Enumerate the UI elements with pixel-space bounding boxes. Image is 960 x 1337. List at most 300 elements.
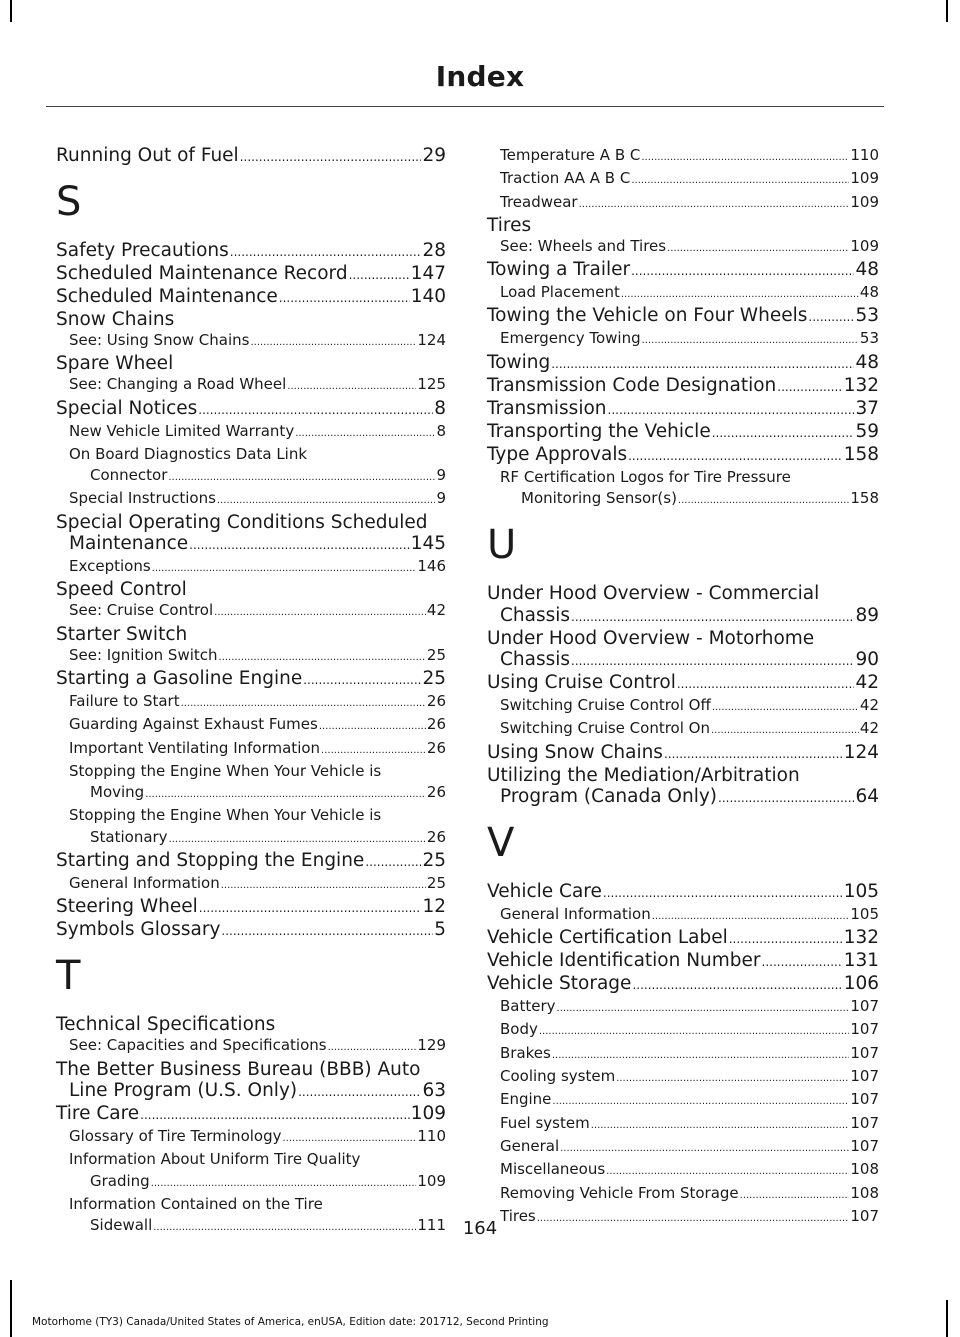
leader-dots bbox=[198, 400, 433, 421]
entry-label: Using Snow Chains bbox=[487, 741, 663, 763]
entry-page: 107 bbox=[850, 1090, 879, 1109]
index-entry-multiline bbox=[56, 512, 446, 556]
index-entry bbox=[487, 695, 879, 718]
entry-label: Type Approvals bbox=[487, 443, 628, 465]
index-entry bbox=[487, 605, 879, 628]
section-letter: U bbox=[487, 522, 517, 569]
entry-page: 28 bbox=[422, 240, 446, 261]
entry-page: 158 bbox=[850, 489, 879, 508]
leader-dots bbox=[628, 446, 843, 467]
entry-label: See: Wheels and Tires bbox=[500, 236, 667, 255]
crop-mark-bottom-left bbox=[10, 1280, 12, 1337]
leader-dots bbox=[214, 602, 426, 623]
entry-page: 109 bbox=[850, 169, 879, 188]
entry-page: 42 bbox=[855, 671, 879, 693]
index-heading: Snow Chains bbox=[56, 309, 175, 330]
entry-label: Starting a Gasoline Engine bbox=[56, 667, 303, 689]
index-column-right bbox=[487, 145, 879, 1229]
leader-dots bbox=[303, 670, 421, 691]
index-entry bbox=[487, 328, 879, 351]
entry-label: Exceptions bbox=[69, 557, 151, 576]
entry-label: Special Notices bbox=[56, 397, 198, 419]
entry-label: Vehicle Identification Number bbox=[487, 950, 761, 972]
entry-page: 9 bbox=[436, 489, 446, 508]
entry-page: 64 bbox=[855, 785, 879, 807]
index-entry bbox=[487, 649, 879, 672]
leader-dots bbox=[652, 906, 850, 927]
entry-label: Fuel system bbox=[500, 1113, 590, 1132]
entry-page: 5 bbox=[434, 919, 446, 941]
leader-dots bbox=[677, 674, 855, 695]
index-entry bbox=[487, 786, 879, 809]
leader-dots bbox=[606, 1161, 849, 1182]
leader-dots bbox=[557, 998, 850, 1019]
entry-page: 109 bbox=[417, 1171, 446, 1190]
index-entry bbox=[56, 850, 446, 873]
leader-dots bbox=[616, 1068, 849, 1089]
index-entry bbox=[487, 236, 879, 259]
leader-dots bbox=[240, 147, 422, 168]
entry-label: Glossary of Tire Terminology bbox=[69, 1126, 282, 1145]
entry-page: 105 bbox=[850, 904, 879, 923]
leader-dots bbox=[199, 898, 422, 919]
entry-page: 8 bbox=[434, 397, 446, 419]
entry-label: Chassis bbox=[500, 648, 571, 670]
entry-page: 53 bbox=[859, 329, 879, 348]
entry-page: 125 bbox=[417, 375, 446, 394]
index-entry bbox=[56, 1126, 446, 1149]
index-entry bbox=[56, 533, 446, 556]
entry-page: 37 bbox=[855, 397, 879, 419]
entry-page: 132 bbox=[843, 374, 879, 396]
index-entry bbox=[487, 444, 879, 467]
crop-mark-top-left bbox=[10, 0, 12, 22]
index-entry bbox=[69, 827, 446, 850]
entry-page: 124 bbox=[417, 331, 446, 349]
entry-label-line1: The Better Business Bureau (BBB) Auto bbox=[56, 1058, 421, 1080]
entry-page: 26 bbox=[426, 715, 446, 734]
crop-mark-top-right bbox=[946, 0, 948, 22]
index-entry bbox=[56, 286, 446, 309]
entry-page: 25 bbox=[426, 645, 446, 664]
entry-label: Monitoring Sensor(s) bbox=[521, 489, 677, 508]
entry-page: 25 bbox=[422, 667, 446, 689]
entry-page: 129 bbox=[417, 1036, 446, 1055]
entry-page: 105 bbox=[843, 880, 879, 902]
index-entry bbox=[56, 668, 446, 691]
index-entry bbox=[56, 145, 446, 168]
leader-dots bbox=[740, 1185, 850, 1206]
index-entry bbox=[487, 168, 879, 191]
entry-label-line1: On Board Diagnostics Data Link bbox=[69, 444, 308, 463]
entry-page: 124 bbox=[843, 741, 879, 763]
leader-dots bbox=[631, 170, 849, 191]
entry-label: Cooling system bbox=[500, 1067, 616, 1086]
index-heading: Starter Switch bbox=[56, 623, 188, 645]
entry-label-line1: Under Hood Overview - Motorhome bbox=[487, 627, 815, 649]
leader-dots bbox=[667, 238, 849, 259]
index-entry bbox=[487, 1019, 879, 1042]
entry-label-line1: Under Hood Overview - Commercial bbox=[487, 583, 820, 605]
leader-dots bbox=[571, 651, 854, 672]
entry-page: 111 bbox=[417, 1216, 446, 1235]
entry-page: 59 bbox=[855, 420, 879, 442]
leader-dots bbox=[621, 284, 859, 305]
leader-dots bbox=[349, 265, 410, 286]
index-entry bbox=[69, 1171, 446, 1194]
index-entry bbox=[56, 398, 446, 421]
leader-dots bbox=[711, 720, 859, 741]
leader-dots bbox=[282, 1128, 416, 1149]
index-heading: Tires bbox=[487, 214, 532, 236]
section-letter: T bbox=[56, 953, 81, 1000]
index-entry bbox=[56, 714, 446, 737]
entry-label: General Information bbox=[500, 904, 651, 923]
index-entry bbox=[487, 742, 879, 765]
entry-page: 108 bbox=[850, 1160, 879, 1179]
leader-dots bbox=[571, 607, 854, 628]
entry-page: 145 bbox=[410, 533, 446, 555]
entry-label: Stationary bbox=[90, 827, 168, 846]
entry-page: 26 bbox=[426, 691, 446, 710]
index-entry bbox=[487, 305, 879, 328]
entry-page: 26 bbox=[426, 783, 446, 802]
index-column-left bbox=[56, 145, 446, 1238]
index-entry bbox=[487, 145, 879, 168]
index-entry bbox=[56, 896, 446, 919]
entry-page: 110 bbox=[850, 146, 879, 164]
entry-label-line1: Information About Uniform Tire Quality bbox=[69, 1150, 361, 1169]
index-entry bbox=[56, 738, 446, 761]
entry-label: Transmission Code Designation bbox=[487, 374, 777, 396]
leader-dots bbox=[808, 307, 854, 328]
entry-label: See: Ignition Switch bbox=[69, 645, 218, 664]
entry-page: 106 bbox=[843, 973, 879, 995]
index-entry bbox=[69, 782, 446, 805]
leader-dots bbox=[321, 740, 426, 761]
index-entry bbox=[487, 973, 879, 996]
index-heading: Speed Control bbox=[56, 579, 187, 601]
entry-label: Treadwear bbox=[500, 192, 578, 211]
index-entry bbox=[56, 556, 446, 579]
entry-page: 25 bbox=[422, 850, 446, 872]
entry-page: 8 bbox=[436, 421, 446, 440]
entry-label: Battery bbox=[500, 997, 556, 1016]
index-entry bbox=[69, 465, 446, 488]
leader-dots bbox=[152, 558, 417, 579]
index-entry bbox=[56, 1035, 446, 1058]
leader-dots bbox=[189, 535, 410, 556]
footer-edition-info: Motorhome (TY3) Canada/United States of America, enUSA, Edition date: 201712, Second Printing bbox=[32, 1316, 549, 1328]
leader-dots bbox=[777, 377, 842, 398]
leader-dots bbox=[298, 1082, 421, 1103]
leader-dots bbox=[729, 929, 843, 950]
index-entry bbox=[487, 192, 879, 215]
entry-page: 107 bbox=[850, 1206, 879, 1225]
index-entry bbox=[487, 398, 879, 421]
entry-label: Vehicle Storage bbox=[487, 973, 632, 995]
entry-page: 42 bbox=[859, 695, 879, 714]
index-entry bbox=[56, 873, 446, 896]
index-entry-multiline bbox=[56, 1149, 446, 1194]
leader-dots bbox=[539, 1021, 849, 1042]
entry-page: 42 bbox=[859, 719, 879, 738]
index-entry bbox=[56, 691, 446, 714]
section-letter: S bbox=[56, 179, 82, 225]
entry-label: Miscellaneous bbox=[500, 1160, 606, 1179]
entry-label-line1: Stopping the Engine When Your Vehicle is bbox=[69, 806, 382, 825]
entry-label: New Vehicle Limited Warranty bbox=[69, 421, 295, 440]
entry-page: 147 bbox=[410, 263, 446, 284]
index-entry-multiline bbox=[487, 765, 879, 809]
page-title: Index bbox=[435, 60, 525, 93]
leader-dots bbox=[365, 852, 421, 873]
entry-label: Chassis bbox=[500, 604, 571, 626]
entry-page: 26 bbox=[426, 738, 446, 757]
leader-dots bbox=[664, 744, 843, 765]
entry-label: Important Ventilating Information bbox=[69, 738, 321, 757]
index-entry bbox=[56, 374, 446, 397]
entry-label: Tires bbox=[500, 1206, 536, 1225]
entry-page: 131 bbox=[843, 950, 879, 972]
index-entry-multiline bbox=[56, 1059, 446, 1103]
index-entry bbox=[56, 645, 446, 668]
leader-dots bbox=[319, 716, 426, 737]
entry-page: 107 bbox=[850, 1020, 879, 1039]
entry-page: 48 bbox=[855, 259, 879, 281]
index-entry bbox=[56, 488, 446, 511]
entry-label: Transmission bbox=[487, 397, 607, 419]
entry-page: 48 bbox=[859, 283, 879, 302]
entry-label: Steering Wheel bbox=[56, 896, 198, 918]
leader-dots bbox=[712, 423, 855, 444]
entry-label: Emergency Towing bbox=[500, 329, 641, 348]
entry-label: Safety Precautions bbox=[56, 240, 229, 261]
index-entry bbox=[56, 919, 446, 942]
index-entry-multiline bbox=[487, 583, 879, 627]
entry-page: 29 bbox=[422, 145, 446, 166]
index-entry-multiline bbox=[56, 805, 446, 850]
index-entry bbox=[487, 1066, 879, 1089]
leader-dots bbox=[168, 467, 435, 488]
entry-label: Scheduled Maintenance Record bbox=[56, 263, 348, 284]
entry-label: Using Cruise Control bbox=[487, 671, 676, 693]
index-entry bbox=[487, 352, 879, 375]
index-entry bbox=[487, 881, 879, 904]
entry-label-line1: Information Contained on the Tire bbox=[69, 1194, 323, 1213]
index-entry bbox=[487, 1043, 879, 1066]
entry-page: 107 bbox=[850, 1043, 879, 1062]
leader-dots bbox=[632, 975, 842, 996]
entry-page: 132 bbox=[843, 927, 879, 949]
leader-dots bbox=[250, 332, 416, 353]
entry-label: Symbols Glossary bbox=[56, 919, 221, 941]
entry-page: 107 bbox=[850, 1113, 879, 1132]
entry-page: 140 bbox=[410, 286, 446, 307]
index-entry bbox=[487, 950, 879, 973]
entry-label: Traction AA A B C bbox=[500, 169, 631, 188]
index-entry bbox=[487, 1183, 879, 1206]
index-entry-multiline bbox=[487, 467, 879, 512]
leader-dots bbox=[219, 647, 426, 668]
index-heading: Spare Wheel bbox=[56, 353, 174, 375]
entry-label-line1: RF Certification Logos for Tire Pressure bbox=[500, 467, 791, 486]
entry-label-line1: Utilizing the Mediation/Arbitration bbox=[487, 764, 800, 786]
entry-label: Vehicle Care bbox=[487, 880, 602, 902]
entry-page: 90 bbox=[855, 648, 879, 670]
leader-dots bbox=[678, 490, 849, 511]
entry-page: 109 bbox=[410, 1102, 446, 1124]
index-entry bbox=[56, 600, 446, 623]
index-entry bbox=[487, 421, 879, 444]
index-entry bbox=[56, 330, 446, 353]
entry-page: 48 bbox=[855, 351, 879, 373]
entry-label: Maintenance bbox=[69, 533, 189, 555]
entry-label: Sidewall bbox=[90, 1216, 153, 1235]
leader-dots bbox=[181, 693, 426, 714]
leader-dots bbox=[140, 1105, 410, 1126]
leader-dots bbox=[608, 400, 855, 421]
leader-dots bbox=[279, 288, 410, 309]
leader-dots bbox=[712, 697, 859, 718]
leader-dots bbox=[295, 423, 435, 444]
leader-dots bbox=[579, 194, 850, 215]
entry-label: Grading bbox=[90, 1171, 150, 1190]
entry-label: Switching Cruise Control On bbox=[500, 719, 710, 738]
index-entry bbox=[487, 718, 879, 741]
entry-label-line1: Special Operating Conditions Scheduled bbox=[56, 511, 428, 533]
entry-label: Tire Care bbox=[56, 1102, 140, 1124]
entry-label: Towing bbox=[487, 351, 551, 373]
entry-label-line1: Stopping the Engine When Your Vehicle is bbox=[69, 761, 382, 780]
entry-label: Running Out of Fuel bbox=[56, 145, 239, 166]
leader-dots bbox=[641, 147, 849, 168]
entry-label: Transporting the Vehicle bbox=[487, 420, 711, 442]
leader-dots bbox=[552, 1045, 850, 1066]
leader-dots bbox=[221, 921, 433, 942]
entry-label: Program (Canada Only) bbox=[500, 785, 718, 807]
entry-page: 25 bbox=[426, 874, 446, 893]
index-entry bbox=[56, 1080, 446, 1103]
leader-dots bbox=[151, 1173, 417, 1194]
leader-dots bbox=[221, 875, 426, 896]
leader-dots bbox=[591, 1115, 850, 1136]
index-entry bbox=[487, 996, 879, 1019]
entry-label: Towing a Trailer bbox=[487, 259, 631, 281]
entry-label: Engine bbox=[500, 1090, 552, 1109]
index-entry bbox=[487, 1113, 879, 1136]
index-entry bbox=[487, 672, 879, 695]
index-entry-multiline bbox=[56, 761, 446, 806]
leader-dots bbox=[552, 1091, 849, 1112]
entry-label: Connector bbox=[90, 466, 168, 485]
section-letter: V bbox=[487, 819, 515, 866]
index-entry-multiline bbox=[56, 444, 446, 489]
entry-page: 9 bbox=[436, 466, 446, 485]
entry-page: 107 bbox=[850, 1067, 879, 1086]
entry-label: Removing Vehicle From Storage bbox=[500, 1183, 739, 1202]
entry-label: Load Placement bbox=[500, 283, 620, 302]
leader-dots bbox=[217, 490, 436, 511]
leader-dots bbox=[718, 788, 854, 809]
entry-page: 107 bbox=[850, 997, 879, 1016]
entry-page: 109 bbox=[850, 236, 879, 255]
leader-dots bbox=[230, 242, 422, 263]
entry-label: Guarding Against Exhaust Fumes bbox=[69, 715, 318, 734]
entry-page: 108 bbox=[850, 1183, 879, 1202]
entry-label: Switching Cruise Control Off bbox=[500, 695, 711, 714]
entry-label: Towing the Vehicle on Four Wheels bbox=[487, 305, 808, 327]
leader-dots bbox=[328, 1037, 417, 1058]
leader-dots bbox=[762, 952, 843, 973]
index-entry bbox=[487, 904, 879, 927]
entry-page: 146 bbox=[417, 557, 446, 576]
index-entry bbox=[487, 1159, 879, 1182]
entry-page: 89 bbox=[855, 604, 879, 626]
leader-dots bbox=[169, 829, 426, 850]
entry-label: General bbox=[500, 1136, 560, 1155]
index-entry bbox=[487, 1089, 879, 1112]
leader-dots bbox=[642, 330, 859, 351]
entry-label: Starting and Stopping the Engine bbox=[56, 850, 365, 872]
index-entry bbox=[56, 263, 446, 286]
entry-label: See: Using Snow Chains bbox=[69, 331, 250, 349]
entry-label: See: Changing a Road Wheel bbox=[69, 375, 287, 394]
entry-label: Special Instructions bbox=[69, 489, 216, 508]
entry-label: Moving bbox=[90, 783, 145, 802]
entry-label: Failure to Start bbox=[69, 691, 180, 710]
title-divider bbox=[46, 106, 884, 107]
index-entry bbox=[487, 375, 879, 398]
entry-label: Line Program (U.S. Only) bbox=[69, 1079, 298, 1101]
entry-label: Body bbox=[500, 1020, 538, 1039]
index-entry bbox=[56, 421, 446, 444]
crop-mark-bottom-right bbox=[946, 1300, 948, 1337]
entry-page: 158 bbox=[843, 443, 879, 465]
entry-label: Temperature A B C bbox=[500, 146, 641, 164]
index-entry bbox=[56, 1103, 446, 1126]
leader-dots bbox=[560, 1138, 849, 1159]
index-entry bbox=[500, 488, 879, 511]
leader-dots bbox=[145, 784, 426, 805]
entry-page: 107 bbox=[850, 1136, 879, 1155]
index-entry bbox=[487, 927, 879, 950]
leader-dots bbox=[551, 354, 854, 375]
entry-page: 109 bbox=[850, 192, 879, 211]
entry-page: 63 bbox=[422, 1079, 446, 1101]
index-entry bbox=[487, 259, 879, 282]
leader-dots bbox=[603, 883, 843, 904]
entry-label: Brakes bbox=[500, 1043, 551, 1062]
leader-dots bbox=[287, 376, 416, 397]
entry-label: See: Capacities and Specifications bbox=[69, 1036, 327, 1055]
index-heading: Technical Specifications bbox=[56, 1014, 276, 1036]
entry-page: 42 bbox=[426, 601, 446, 620]
entry-label: General Information bbox=[69, 874, 220, 893]
entry-page: 26 bbox=[426, 827, 446, 846]
index-entry bbox=[487, 1136, 879, 1159]
page-number: 164 bbox=[462, 1218, 498, 1239]
entry-page: 12 bbox=[422, 896, 446, 918]
entry-label: Scheduled Maintenance bbox=[56, 286, 278, 307]
index-entry-multiline bbox=[487, 628, 879, 672]
entry-label: Vehicle Certification Label bbox=[487, 927, 728, 949]
leader-dots bbox=[631, 261, 854, 282]
entry-page: 53 bbox=[855, 305, 879, 327]
index-entry bbox=[56, 240, 446, 263]
index-entry bbox=[487, 282, 879, 305]
entry-page: 110 bbox=[417, 1126, 446, 1145]
